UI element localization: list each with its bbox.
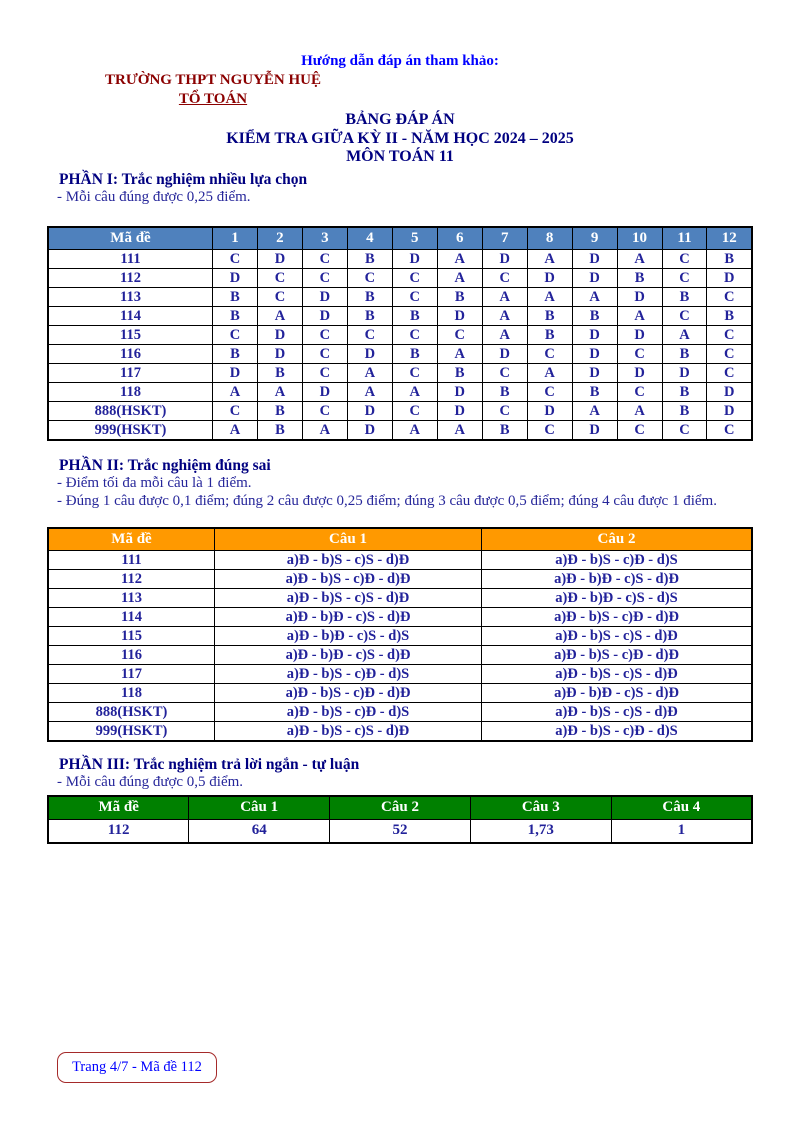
answer-cell: A bbox=[617, 307, 662, 326]
part2-header-cell: Câu 2 bbox=[482, 528, 753, 551]
exam-code-cell: 116 bbox=[48, 345, 213, 364]
guide-title: Hướng dẫn đáp án tham khảo: bbox=[301, 53, 499, 69]
question1-answer-cell: a)Đ - b)S - c)S - d)Đ bbox=[215, 551, 482, 570]
question1-answer-cell: a)Đ - b)Đ - c)S - d)S bbox=[215, 627, 482, 646]
short-answer-cell: 1 bbox=[611, 819, 752, 843]
question1-answer-cell: a)Đ - b)S - c)Đ - d)Đ bbox=[215, 684, 482, 703]
exam-code-cell: 999(HSKT) bbox=[48, 421, 213, 441]
part1-question-number: 11 bbox=[662, 227, 707, 250]
answer-cell: A bbox=[617, 402, 662, 421]
part1-question-number: 6 bbox=[437, 227, 482, 250]
answer-cell: C bbox=[662, 269, 707, 288]
title-line-3: MÔN TOÁN 11 bbox=[346, 148, 454, 165]
answer-cell: D bbox=[572, 250, 617, 269]
part1-table-row bbox=[48, 250, 752, 269]
part2-table-row bbox=[48, 722, 752, 742]
part1-table-row bbox=[48, 269, 752, 288]
answer-cell: A bbox=[347, 364, 392, 383]
answer-cell: C bbox=[437, 326, 482, 345]
exam-code-cell: 114 bbox=[48, 307, 213, 326]
part1-table-row bbox=[48, 326, 752, 345]
title-line-2: KIỂM TRA GIỮA KỲ II - NĂM HỌC 2024 – 2025 bbox=[226, 129, 574, 147]
answer-cell: C bbox=[302, 364, 347, 383]
answer-cell: B bbox=[257, 402, 302, 421]
answer-cell: B bbox=[347, 288, 392, 307]
answer-cell: A bbox=[437, 269, 482, 288]
answer-cell: C bbox=[482, 402, 527, 421]
answer-cell: D bbox=[572, 345, 617, 364]
question2-answer-cell: a)Đ - b)S - c)S - d)Đ bbox=[482, 703, 753, 722]
answer-cell: A bbox=[213, 421, 258, 441]
exam-code-cell: 115 bbox=[48, 326, 213, 345]
part2-table-head bbox=[48, 528, 752, 551]
answer-cell: D bbox=[617, 364, 662, 383]
school-name: TRƯỜNG THPT NGUYỄN HUỆ bbox=[105, 72, 321, 88]
part2-table-row bbox=[48, 684, 752, 703]
answer-cell: C bbox=[392, 288, 437, 307]
part3-table-body bbox=[48, 819, 752, 843]
answer-cell: D bbox=[347, 421, 392, 441]
answer-cell: C bbox=[707, 345, 752, 364]
part3-header-cell: Câu 2 bbox=[330, 796, 471, 820]
answer-cell: B bbox=[213, 307, 258, 326]
question2-answer-cell: a)Đ - b)S - c)Đ - d)Đ bbox=[482, 646, 753, 665]
part3-answer-table bbox=[47, 795, 753, 844]
part1-heading: PHẦN I: Trắc nghiệm nhiều lựa chọn bbox=[59, 170, 308, 188]
question2-answer-cell: a)Đ - b)Đ - c)S - d)S bbox=[482, 589, 753, 608]
answer-cell: C bbox=[257, 269, 302, 288]
answer-cell: D bbox=[572, 421, 617, 441]
part1-table-head bbox=[48, 227, 752, 250]
question1-answer-cell: a)Đ - b)S - c)Đ - d)S bbox=[215, 703, 482, 722]
answer-cell: D bbox=[213, 269, 258, 288]
exam-code-cell: 113 bbox=[48, 288, 213, 307]
short-answer-cell: 52 bbox=[330, 819, 471, 843]
answer-cell: A bbox=[572, 402, 617, 421]
part2-table-row bbox=[48, 646, 752, 665]
exam-code-cell: 117 bbox=[48, 364, 213, 383]
answer-cell: A bbox=[257, 383, 302, 402]
part2-header-row bbox=[48, 528, 752, 551]
answer-cell: C bbox=[617, 421, 662, 441]
answer-cell: D bbox=[302, 383, 347, 402]
answer-cell: D bbox=[527, 269, 572, 288]
answer-cell: B bbox=[527, 326, 572, 345]
answer-cell: A bbox=[482, 307, 527, 326]
answer-cell: B bbox=[707, 250, 752, 269]
part2-answer-table bbox=[47, 527, 753, 742]
answer-cell: A bbox=[257, 307, 302, 326]
school-block bbox=[105, 71, 321, 109]
answer-cell: A bbox=[392, 383, 437, 402]
answer-cell: C bbox=[213, 326, 258, 345]
answer-cell: C bbox=[257, 288, 302, 307]
title-line-1: BẢNG ĐÁP ÁN bbox=[345, 111, 455, 128]
answer-cell: B bbox=[347, 250, 392, 269]
part1-corner-header: Mã đề bbox=[48, 227, 213, 250]
part1-header-row bbox=[48, 227, 752, 250]
part1-question-number: 3 bbox=[302, 227, 347, 250]
part1-table-row bbox=[48, 307, 752, 326]
answer-cell: A bbox=[527, 364, 572, 383]
answer-cell: C bbox=[527, 345, 572, 364]
part2-table-row bbox=[48, 589, 752, 608]
answer-cell: B bbox=[437, 364, 482, 383]
answer-cell: C bbox=[617, 383, 662, 402]
page-number-label: Trang 4/7 - Mã đề 112 bbox=[72, 1059, 202, 1075]
answer-cell: D bbox=[392, 250, 437, 269]
part1-table-row bbox=[48, 383, 752, 402]
answer-cell: A bbox=[617, 250, 662, 269]
answer-cell: A bbox=[302, 421, 347, 441]
part1-question-number: 7 bbox=[482, 227, 527, 250]
part2-table-row bbox=[48, 703, 752, 722]
answer-cell: D bbox=[213, 364, 258, 383]
answer-cell: D bbox=[302, 307, 347, 326]
answer-cell: C bbox=[213, 402, 258, 421]
document-title bbox=[47, 111, 753, 167]
question1-answer-cell: a)Đ - b)S - c)S - d)Đ bbox=[215, 589, 482, 608]
answer-cell: A bbox=[213, 383, 258, 402]
answer-cell: C bbox=[392, 364, 437, 383]
answer-cell: A bbox=[347, 383, 392, 402]
answer-cell: B bbox=[572, 383, 617, 402]
answer-cell: B bbox=[662, 383, 707, 402]
answer-cell: D bbox=[527, 402, 572, 421]
part2-note-2: - Đúng 1 câu được 0,1 điểm; đúng 2 câu được 0,25 điểm; đúng 3 câu được 0,5 điểm; đúng 4 câu được 1 điểm. bbox=[57, 492, 717, 509]
exam-code-cell: 112 bbox=[48, 819, 189, 843]
answer-cell: A bbox=[437, 421, 482, 441]
question1-answer-cell: a)Đ - b)Đ - c)S - d)Đ bbox=[215, 646, 482, 665]
answer-cell: B bbox=[392, 307, 437, 326]
part3-table-head bbox=[48, 796, 752, 820]
question2-answer-cell: a)Đ - b)S - c)S - d)Đ bbox=[482, 665, 753, 684]
answer-cell: B bbox=[437, 288, 482, 307]
question2-answer-cell: a)Đ - b)S - c)Đ - d)S bbox=[482, 722, 753, 742]
question2-answer-cell: a)Đ - b)Đ - c)S - d)Đ bbox=[482, 684, 753, 703]
exam-code-cell: 115 bbox=[48, 627, 215, 646]
answer-cell: C bbox=[302, 250, 347, 269]
question1-answer-cell: a)Đ - b)S - c)Đ - d)S bbox=[215, 665, 482, 684]
exam-code-cell: 112 bbox=[48, 269, 213, 288]
answer-cell: C bbox=[482, 364, 527, 383]
part1-question-number: 4 bbox=[347, 227, 392, 250]
part3-header-cell: Câu 4 bbox=[611, 796, 752, 820]
exam-code-cell: 117 bbox=[48, 665, 215, 684]
part3-heading: PHẦN III: Trắc nghiệm trả lời ngắn - tự luận bbox=[59, 756, 360, 773]
exam-code-cell: 999(HSKT) bbox=[48, 722, 215, 742]
answer-cell: A bbox=[437, 345, 482, 364]
question1-answer-cell: a)Đ - b)S - c)S - d)Đ bbox=[215, 722, 482, 742]
exam-code-cell: 111 bbox=[48, 250, 213, 269]
part1-question-number: 9 bbox=[572, 227, 617, 250]
part2-table-row bbox=[48, 665, 752, 684]
part1-table-row bbox=[48, 364, 752, 383]
answer-cell: B bbox=[707, 307, 752, 326]
part3-note: - Mỗi câu đúng được 0,5 điểm. bbox=[57, 774, 244, 790]
part2-table-row bbox=[48, 627, 752, 646]
answer-cell: D bbox=[707, 402, 752, 421]
part1-table-row bbox=[48, 421, 752, 441]
part1-table-row bbox=[48, 345, 752, 364]
part2-table-row bbox=[48, 608, 752, 627]
answer-cell: D bbox=[437, 307, 482, 326]
answer-cell: C bbox=[302, 402, 347, 421]
answer-cell: C bbox=[392, 402, 437, 421]
answer-cell: D bbox=[257, 250, 302, 269]
answer-cell: D bbox=[482, 250, 527, 269]
answer-cell: A bbox=[572, 288, 617, 307]
answer-cell: D bbox=[257, 345, 302, 364]
part2-header-cell: Mã đề bbox=[48, 528, 215, 551]
part1-question-number: 2 bbox=[257, 227, 302, 250]
answer-cell: C bbox=[392, 326, 437, 345]
answer-cell: B bbox=[662, 288, 707, 307]
exam-code-cell: 114 bbox=[48, 608, 215, 627]
answer-cell: B bbox=[347, 307, 392, 326]
answer-cell: C bbox=[527, 421, 572, 441]
answer-cell: D bbox=[662, 364, 707, 383]
answer-cell: D bbox=[347, 345, 392, 364]
exam-code-cell: 118 bbox=[48, 684, 215, 703]
answer-cell: A bbox=[527, 288, 572, 307]
answer-cell: C bbox=[707, 364, 752, 383]
answer-cell: D bbox=[572, 269, 617, 288]
answer-cell: A bbox=[662, 326, 707, 345]
part2-table-body bbox=[48, 551, 752, 742]
answer-cell: B bbox=[482, 421, 527, 441]
part2-header-cell: Câu 1 bbox=[215, 528, 482, 551]
answer-cell: A bbox=[392, 421, 437, 441]
answer-cell: B bbox=[527, 307, 572, 326]
part1-question-number: 10 bbox=[617, 227, 662, 250]
answer-cell: C bbox=[662, 421, 707, 441]
page-number-box bbox=[57, 1052, 217, 1083]
answer-cell: D bbox=[302, 288, 347, 307]
question2-answer-cell: a)Đ - b)S - c)Đ - d)Đ bbox=[482, 608, 753, 627]
answer-cell: D bbox=[347, 402, 392, 421]
part1-table-body bbox=[48, 250, 752, 441]
part3-table-row bbox=[48, 819, 752, 843]
exam-code-cell: 113 bbox=[48, 589, 215, 608]
answer-cell: C bbox=[707, 421, 752, 441]
answer-cell: C bbox=[347, 269, 392, 288]
answer-cell: C bbox=[347, 326, 392, 345]
answer-cell: D bbox=[707, 383, 752, 402]
answer-cell: D bbox=[437, 383, 482, 402]
part1-question-number: 12 bbox=[707, 227, 752, 250]
answer-cell: D bbox=[482, 345, 527, 364]
answer-cell: C bbox=[527, 383, 572, 402]
answer-cell: C bbox=[662, 250, 707, 269]
answer-cell: C bbox=[392, 269, 437, 288]
answer-cell: D bbox=[257, 326, 302, 345]
answer-cell: C bbox=[302, 345, 347, 364]
answer-cell: B bbox=[213, 288, 258, 307]
part3-header-cell: Câu 1 bbox=[189, 796, 330, 820]
part2-table-row bbox=[48, 570, 752, 589]
answer-cell: C bbox=[302, 269, 347, 288]
part3-header-cell: Mã đề bbox=[48, 796, 189, 820]
part1-note: - Mỗi câu đúng được 0,25 điểm. bbox=[57, 188, 251, 205]
exam-code-cell: 118 bbox=[48, 383, 213, 402]
question2-answer-cell: a)Đ - b)S - c)Đ - d)S bbox=[482, 551, 753, 570]
answer-cell: B bbox=[257, 364, 302, 383]
answer-cell: C bbox=[482, 269, 527, 288]
question2-answer-cell: a)Đ - b)S - c)S - d)Đ bbox=[482, 627, 753, 646]
short-answer-cell: 64 bbox=[189, 819, 330, 843]
answer-cell: B bbox=[392, 345, 437, 364]
answer-cell: C bbox=[707, 326, 752, 345]
part2-table-row bbox=[48, 551, 752, 570]
answer-cell: B bbox=[662, 345, 707, 364]
answer-cell: D bbox=[572, 326, 617, 345]
part1-question-number: 8 bbox=[527, 227, 572, 250]
answer-cell: C bbox=[302, 326, 347, 345]
answer-cell: C bbox=[617, 345, 662, 364]
part1-table-row bbox=[48, 288, 752, 307]
part1-table-row bbox=[48, 402, 752, 421]
answer-cell: A bbox=[482, 326, 527, 345]
question2-answer-cell: a)Đ - b)Đ - c)S - d)Đ bbox=[482, 570, 753, 589]
question1-answer-cell: a)Đ - b)S - c)Đ - d)Đ bbox=[215, 570, 482, 589]
answer-cell: B bbox=[662, 402, 707, 421]
answer-cell: B bbox=[572, 307, 617, 326]
part1-question-number: 1 bbox=[213, 227, 258, 250]
part2-note-1: - Điểm tối đa mỗi câu là 1 điểm. bbox=[57, 475, 252, 491]
exam-code-cell: 116 bbox=[48, 646, 215, 665]
answer-cell: B bbox=[482, 383, 527, 402]
part1-question-number: 5 bbox=[392, 227, 437, 250]
exam-code-cell: 111 bbox=[48, 551, 215, 570]
part2-heading: PHẦN II: Trắc nghiệm đúng sai bbox=[59, 457, 271, 474]
answer-cell: A bbox=[482, 288, 527, 307]
part3-header-cell: Câu 3 bbox=[470, 796, 611, 820]
answer-cell: A bbox=[437, 250, 482, 269]
exam-code-cell: 888(HSKT) bbox=[48, 703, 215, 722]
answer-cell: B bbox=[213, 345, 258, 364]
answer-cell: D bbox=[572, 364, 617, 383]
answer-cell: B bbox=[257, 421, 302, 441]
exam-code-cell: 888(HSKT) bbox=[48, 402, 213, 421]
part1-answer-table bbox=[47, 226, 753, 441]
answer-cell: D bbox=[707, 269, 752, 288]
department-name: TỔ TOÁN bbox=[178, 91, 248, 107]
answer-cell: B bbox=[617, 269, 662, 288]
answer-cell: D bbox=[617, 288, 662, 307]
answer-cell: D bbox=[617, 326, 662, 345]
answer-cell: C bbox=[662, 307, 707, 326]
answer-cell: C bbox=[707, 288, 752, 307]
part3-header-row bbox=[48, 796, 752, 820]
exam-code-cell: 112 bbox=[48, 570, 215, 589]
answer-cell: C bbox=[213, 250, 258, 269]
short-answer-cell: 1,73 bbox=[470, 819, 611, 843]
answer-cell: A bbox=[527, 250, 572, 269]
answer-cell: D bbox=[437, 402, 482, 421]
question1-answer-cell: a)Đ - b)Đ - c)S - d)Đ bbox=[215, 608, 482, 627]
